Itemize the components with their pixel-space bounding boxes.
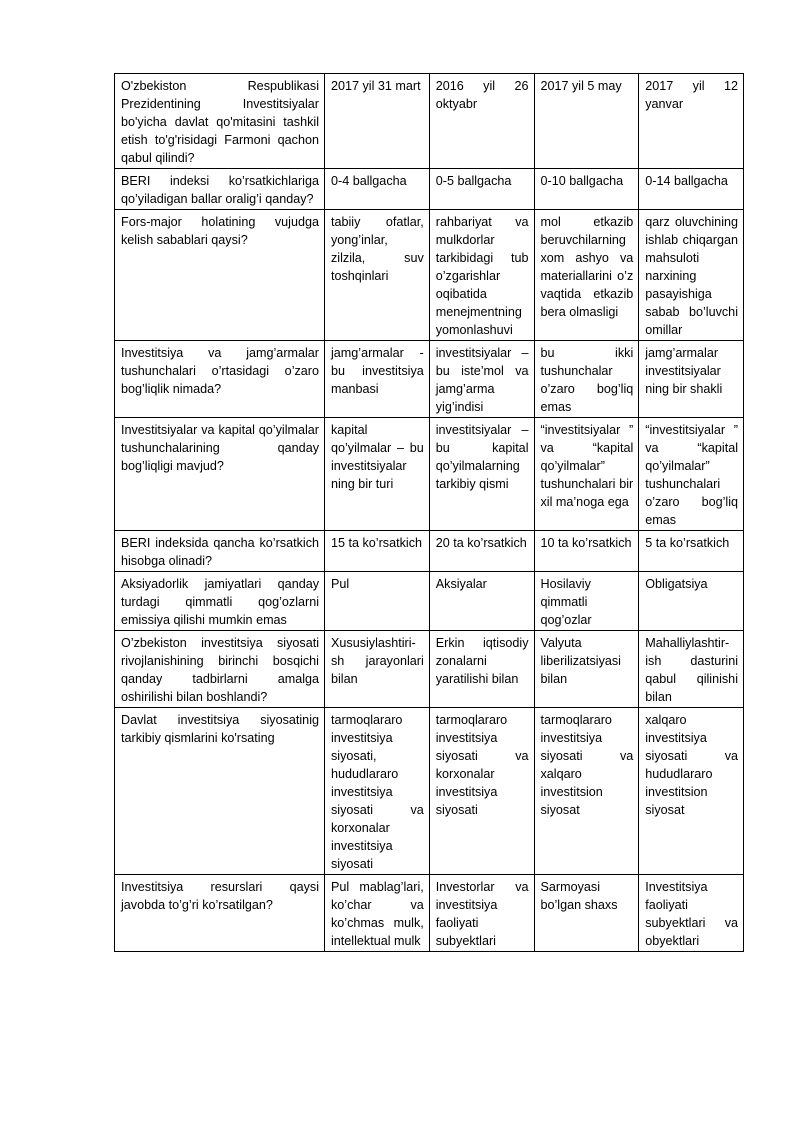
option-cell: investitsiyalar – bu kapital qo’yilmalarning tarkibiy qismi [429,418,534,531]
question-cell: BERI indeksi ko’rsatkichlariga qo’yiladigan ballar oralig’i qanday? [115,169,325,210]
option-cell: 10 ta ko’rsatkich [534,531,639,572]
option-cell: qarz oluvchining ishlab chiqargan mahsuloti narxining pasayishiga sabab bo’luvchi omillar [639,210,744,341]
option-cell: Xususiylashtirish jarayonlari bilan [325,631,430,708]
option-cell: Sarmoyasi bo’lgan shaxs [534,875,639,952]
option-cell: bu ikki tushunchalar o’zaro bog’liq emas [534,341,639,418]
option-cell: 2017 yil 12 yanvar [639,74,744,169]
option-cell: 2016 yil 26 oktyabr [429,74,534,169]
option-cell: tarmoqlararo investitsiya siyosati va xalqaro investitsion siyosat [534,708,639,875]
option-cell: 0-4 ballgacha [325,169,430,210]
option-cell: jamg’armalar - bu investitsiya manbasi [325,341,430,418]
option-cell: Pul [325,572,430,631]
option-cell: 2017 yil 5 may [534,74,639,169]
option-cell: tarmoqlararo investitsiya siyosati, hududlararo investitsiya siyosati va korxonalar investitsiya siyosati [325,708,430,875]
option-cell: investitsiyalar – bu iste’mol va jamg’arma yig’indisi [429,341,534,418]
option-cell: Erkin iqtisodiy zonalarni yaratilishi bilan [429,631,534,708]
table-row [115,708,744,875]
question-cell: O’zbekiston investitsiya siyosati rivojlanishining birinchi bosqichi qanday tadbirlarni amalga oshirilishi bilan boshlandi? [115,631,325,708]
question-cell: Davlat investitsiya siyosatinig tarkibiy qismlarini ko'rsating [115,708,325,875]
table-row [115,418,744,531]
option-cell: 15 ta ko’rsatkich [325,531,430,572]
option-cell: 0-14 ballgacha [639,169,744,210]
option-cell: 0-5 ballgacha [429,169,534,210]
option-cell: “investitsiyalar ” va “kapital qo’yilmalar” tushunchalari bir xil ma’noga ega [534,418,639,531]
option-cell: Investorlar va investitsiya faoliyati subyektlari [429,875,534,952]
option-cell: 20 ta ko’rsatkich [429,531,534,572]
question-cell: Aksiyadorlik jamiyatlari qanday turdagi qimmatli qog’ozlarni emissiya qilishi mumkin emas [115,572,325,631]
option-cell: xalqaro investitsiya siyosati va hududlararo investitsion siyosat [639,708,744,875]
question-cell: O'zbekiston Respublikasi Prezidentining Investitsiyalar bo'yicha davlat qo'mitasini tashkil etish to'g'risidagi Farmoni qachon qabul qilindi? [115,74,325,169]
question-cell: Investitsiya resurslari qaysi javobda to’g’ri ko’rsatilgan? [115,875,325,952]
table-row [115,210,744,341]
quiz-table-body [115,74,744,952]
option-cell: jamg’armalar investitsiyalar ning bir shakli [639,341,744,418]
table-row [115,341,744,418]
table-row [115,169,744,210]
option-cell: mol etkazib beruvchilarning xom ashyo va materiallarini o’z vaqtida etkazib bera olmasligi [534,210,639,341]
option-cell: Valyuta liberilizatsiyasi bilan [534,631,639,708]
option-cell: 0-10 ballgacha [534,169,639,210]
option-cell: Aksiyalar [429,572,534,631]
table-row [115,572,744,631]
option-cell: Investitsiya faoliyati subyektlari va obyektlari [639,875,744,952]
option-cell: rahbariyat va mulkdorlar tarkibidagi tub o’zgarishlar oqibatida menejmentning yomonlashuvi [429,210,534,341]
option-cell: Pul mablag’lari, ko’char va ko’chmas mulk, intellektual mulk [325,875,430,952]
option-cell: “investitsiyalar ” va “kapital qo’yilmalar” tushunchalari o’zaro bog’liq emas [639,418,744,531]
option-cell: Hosilaviy qimmatli qog’ozlar [534,572,639,631]
option-cell: 5 ta ko’rsatkich [639,531,744,572]
option-cell: 2017 yil 31 mart [325,74,430,169]
option-cell: tarmoqlararo investitsiya siyosati va korxonalar investitsiya siyosati [429,708,534,875]
option-cell: Obligatsiya [639,572,744,631]
table-row [115,74,744,169]
question-cell: Investitsiyalar va kapital qo’yilmalar tushunchalarining qanday bog’liqligi mavjud? [115,418,325,531]
table-row [115,531,744,572]
option-cell: Mahalliylashtirish dasturini qabul qilinishi bilan [639,631,744,708]
table-row [115,875,744,952]
option-cell: tabiiy ofatlar, yong’inlar, zilzila, suv toshqinlari [325,210,430,341]
question-cell: Investitsiya va jamg’armalar tushunchalari o’rtasidagi o’zaro bog’liqlik nimada? [115,341,325,418]
option-cell: kapital qo’yilmalar – bu investitsiyalar ning bir turi [325,418,430,531]
table-row [115,631,744,708]
question-cell: BERI indeksida qancha ko’rsatkich hisobga olinadi? [115,531,325,572]
question-cell: Fors-major holatining vujudga kelish sabablari qaysi? [115,210,325,341]
quiz-table [114,73,744,952]
